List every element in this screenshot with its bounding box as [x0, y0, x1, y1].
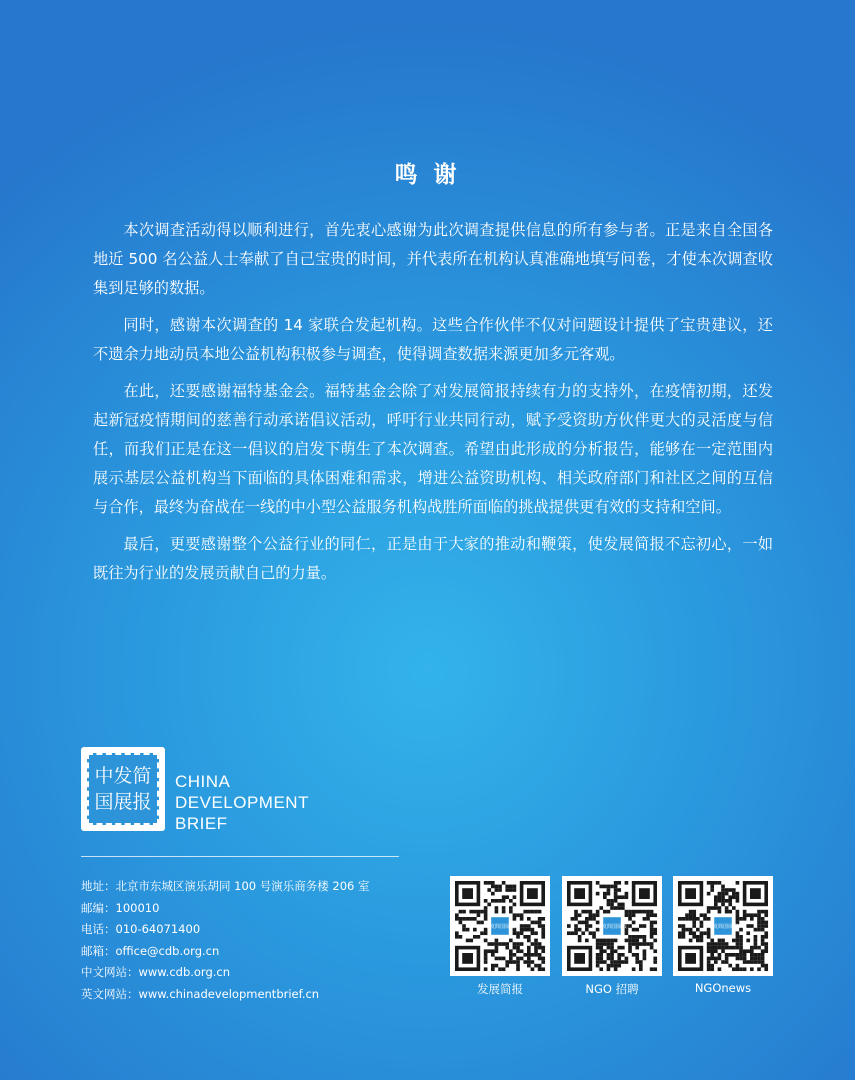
- qr-code-ngonews: [673, 876, 773, 995]
- contact-phone: 电话：010-64071400: [81, 922, 201, 936]
- qr-label: NGO 招聘: [585, 982, 639, 996]
- acknowledgement-body: [93, 216, 773, 596]
- qr-code-icon: [450, 876, 550, 976]
- paragraph-industry: 最后，更要感谢整个公益行业的同仁，正是由于大家的推动和鞭策，使发展简报不忘初心，一如既往为行业的发展贡献自己的力量。: [93, 535, 773, 582]
- logo-cn-line2: 国展报: [94, 791, 152, 813]
- contact-info: [81, 876, 370, 1005]
- qr-code-icon: [562, 876, 662, 976]
- qr-code-ngo-recruit: [562, 876, 662, 997]
- logo-en-line: CHINA: [175, 772, 231, 791]
- logo-en-line: BRIEF: [175, 814, 228, 833]
- logo-cn-line1: 中发简: [94, 765, 152, 787]
- contact-address: 地址：北京市东城区演乐胡同 100 号演乐商务楼 206 室: [81, 879, 370, 893]
- contact-website-cn: 中文网站：www.cdb.org.cn: [81, 965, 231, 979]
- contact-email: 邮箱：office@cdb.org.cn: [81, 943, 220, 958]
- logo-stamp: [81, 747, 165, 831]
- logo-english-name: [175, 771, 309, 834]
- divider: [81, 856, 399, 857]
- paragraph-ford-foundation: 在此，还要感谢福特基金会。福特基金会除了对发展简报持续有力的支持外，在疫情初期，还发起新冠疫情期间的慈善行动承诺倡议活动，呼吁行业共同行动，赋予受资助方伙伴更大的灵活度与信任，而我们正是在这一倡议的启发下萌生了本次调查。希望由此形成的分析报告，能够在一定范围内展示基层公益机构当下面临的具体困难和需求，增进公益资助机构、相关政府部门和社区之间的互信与合作，最终为奋战在一线的中小型公益服务机构战胜所面临的挑战提供更有效的支持和空间。: [93, 382, 773, 516]
- qr-center-logo: 中发简国展报: [707, 924, 739, 930]
- contact-postcode: 邮编：100010: [81, 900, 160, 915]
- qr-center-logo: 中发简国展报: [484, 924, 516, 930]
- logo-en-line: DEVELOPMENT: [175, 793, 309, 812]
- paragraph-partners: 同时，感谢本次调查的 14 家联合发起机构。这些合作伙伴不仅对问题设计提供了宝贵建议，还不遗余力地动员本地公益机构积极参与调查，使得调查数据来源更加多元客观。: [93, 316, 773, 363]
- page-title: 鸣 谢: [394, 162, 461, 188]
- qr-label: 发展简报: [477, 982, 523, 996]
- qr-center-logo: 中发简国展报: [596, 924, 628, 930]
- contact-website-en: 英文网站：www.chinadevelopmentbrief.cn: [81, 986, 320, 1001]
- qr-label: NGOnews: [694, 981, 752, 995]
- qr-code-fazhan-jianbao: [450, 876, 550, 997]
- cdb-logo: [81, 747, 321, 835]
- paragraph-participants: 本次调查活动得以顺利进行，首先衷心感谢为此次调查提供信息的所有参与者。正是来自全国各地近 500 名公益人士奉献了自己宝贵的时间，并代表所在机构认真准确地填写问卷，才使本次调查收集到足够的数据。: [93, 221, 773, 297]
- qr-code-icon: [673, 876, 773, 976]
